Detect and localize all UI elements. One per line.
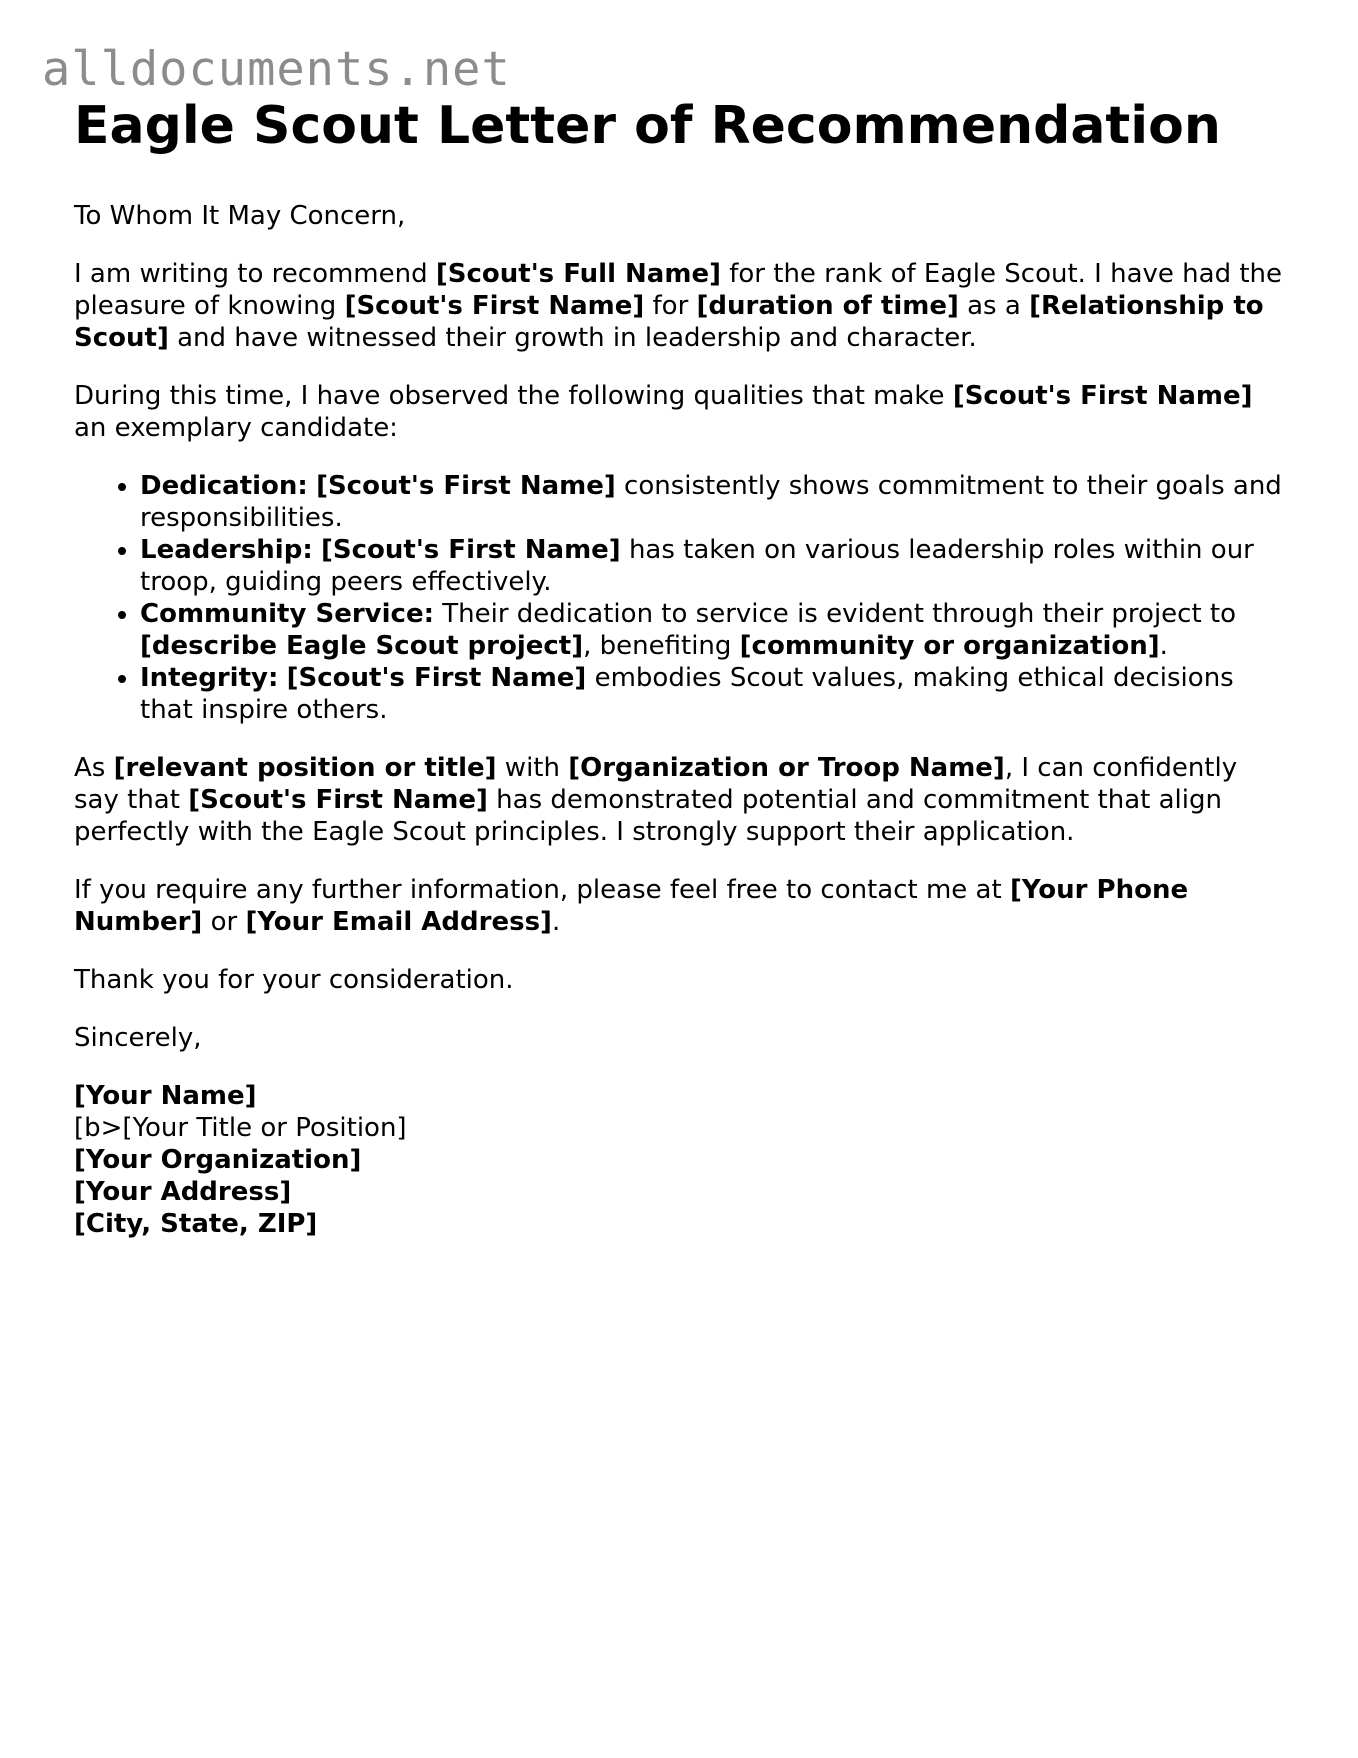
community-placeholder: [community or organization] — [739, 631, 1160, 661]
quality-text: has taken on various leadership roles within our troop, guiding peers effectively. — [140, 535, 1254, 597]
duration-placeholder: [duration of time] — [696, 291, 959, 321]
intro-text-2: for the rank of Eagle Scout. I have had the pleasure of knowing — [74, 259, 1283, 321]
scout-first-name-placeholder: [Scout's First Name] — [321, 535, 621, 565]
scout-first-name-placeholder: [Scout's First Name] — [344, 291, 645, 321]
relationship-placeholder: [Relationship to Scout] — [74, 291, 1264, 353]
phone-placeholder: [Your Phone Number] — [74, 875, 1189, 937]
quality-text: , benefiting — [583, 631, 740, 661]
watermark: alldocuments.net — [42, 42, 511, 97]
quality-label: Leadership: — [140, 535, 313, 565]
quality-label: Integrity: — [140, 663, 279, 693]
intro-paragraph — [74, 258, 1284, 354]
position-placeholder: [relevant position or title] — [113, 753, 497, 783]
support-text-4: has demonstrated potential and commitment that align perfectly with the Eagle Scout principles. I strongly support their application. — [74, 785, 1222, 847]
support-text-2: with — [496, 753, 569, 783]
quality-item-integrity — [140, 662, 1284, 726]
quality-item-leadership — [140, 534, 1284, 598]
intro-text-5: and have witnessed their growth in leadership and character. — [168, 323, 977, 353]
signature-name: [Your Name] — [74, 1081, 257, 1111]
contact-text-2: or — [202, 907, 246, 937]
quality-label: Dedication: — [140, 471, 308, 501]
contact-text-1: If you require any further information, please feel free to contact me at — [74, 875, 1010, 905]
quality-text: embodies Scout values, making ethical decisions that inspire others. — [140, 663, 1234, 725]
quality-text: consistently shows commitment to their goals and responsibilities. — [140, 471, 1282, 533]
qualities-intro-text-2: an exemplary candidate: — [74, 413, 398, 443]
scout-first-name-placeholder: [Scout's First Name] — [188, 785, 488, 815]
support-paragraph — [74, 752, 1284, 848]
greeting: To Whom It May Concern, — [74, 201, 406, 231]
page-title: Eagle Scout Letter of Recommendation — [74, 96, 1221, 156]
quality-text: . — [1159, 631, 1168, 661]
contact-text-3: . — [551, 907, 561, 937]
quality-item-community-service — [140, 598, 1284, 662]
qualities-intro-paragraph — [74, 380, 1284, 444]
support-text-3: , I can confidently say that — [74, 753, 1238, 815]
quality-text: Their dedication to service is evident through their project to — [433, 599, 1237, 629]
support-text-1: As — [74, 753, 114, 783]
signature-organization: [Your Organization] — [74, 1145, 362, 1175]
scout-first-name-placeholder: [Scout's First Name] — [286, 663, 587, 693]
email-placeholder: [Your Email Address] — [245, 907, 552, 937]
scout-full-name-placeholder: [Scout's Full Name] — [435, 259, 721, 289]
signature-title: [b>[Your Title or Position] — [74, 1113, 407, 1143]
closing-line: Sincerely, — [74, 1023, 202, 1053]
quality-label: Community Service: — [140, 599, 434, 629]
intro-text-4: as a — [958, 291, 1030, 321]
qualities-list — [74, 470, 1284, 726]
organization-placeholder: [Organization or Troop Name] — [568, 753, 1005, 783]
letter-document — [74, 88, 1284, 1240]
scout-first-name-placeholder: [Scout's First Name] — [316, 471, 616, 501]
quality-item-dedication — [140, 470, 1284, 534]
intro-text-1: I am writing to recommend — [74, 259, 436, 289]
qualities-intro-text-1: During this time, I have observed the following qualities that make — [74, 381, 953, 411]
intro-text-3: for — [644, 291, 697, 321]
signature-block — [74, 1080, 1284, 1240]
signature-address: [Your Address] — [74, 1177, 292, 1207]
project-placeholder: [describe Eagle Scout project] — [140, 631, 584, 661]
thanks-line: Thank you for your consideration. — [74, 965, 514, 995]
signature-city: [City, State, ZIP] — [74, 1209, 318, 1239]
scout-first-name-placeholder: [Scout's First Name] — [952, 381, 1253, 411]
contact-paragraph — [74, 874, 1284, 938]
